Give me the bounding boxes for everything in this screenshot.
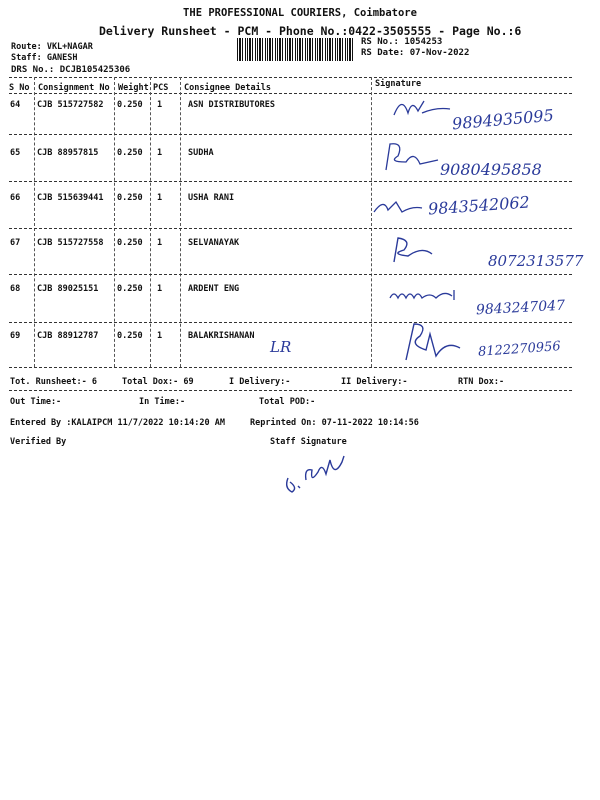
row-weight: 0.250 — [117, 148, 143, 158]
row-rule — [9, 274, 572, 275]
row-weight: 0.250 — [117, 284, 143, 294]
entered-by: Entered By :KALAIPCM 11/7/2022 10:14:20 AM — [10, 418, 225, 428]
row-pcs: 1 — [157, 331, 163, 341]
row-sno: 65 — [10, 148, 21, 158]
verified-by: Verified By — [10, 437, 67, 447]
route-label: Route: VKL+NAGAR — [11, 42, 93, 52]
col-sep — [180, 77, 181, 367]
row-sno: 69 — [10, 331, 21, 341]
signature-scribble — [386, 234, 434, 264]
reprinted-on: Reprinted On: 07-11-2022 10:14:56 — [250, 418, 419, 428]
row-consignee: ARDENT ENG — [188, 284, 240, 294]
col-sep — [150, 77, 151, 367]
handwritten-phone: 9894935095 — [451, 105, 555, 134]
row-weight: 0.250 — [117, 331, 143, 341]
handwritten-phone: 9080495858 — [440, 160, 542, 179]
row-pcs: 1 — [157, 148, 163, 158]
signature-scribble — [392, 95, 452, 125]
row-pcs: 1 — [157, 100, 163, 110]
table-bottom-rule — [9, 367, 572, 368]
table-top-rule — [9, 77, 572, 78]
handwritten-note: LR — [270, 338, 292, 356]
row-pcs: 1 — [157, 193, 163, 203]
row-consignee: ASN DISTRIBUTORES — [188, 100, 275, 110]
handwritten-phone: 9843247047 — [475, 297, 566, 319]
col-header-consignee: Consignee Details — [184, 83, 271, 93]
table-header-rule — [9, 93, 572, 94]
signature-scribble — [388, 286, 462, 306]
row-consignee: BALAKRISHANAN — [188, 331, 255, 341]
ii-delivery: II Delivery:- — [341, 377, 408, 387]
drs-number: DRS No.: DCJB105425306 — [11, 65, 131, 75]
row-rule — [9, 181, 572, 182]
row-rule — [9, 322, 572, 323]
col-header-signature: Signature — [375, 79, 422, 89]
handwritten-phone: 8072313577 — [488, 252, 584, 270]
row-pcs: 1 — [157, 284, 163, 294]
signature-scribble — [372, 196, 424, 218]
total-pod: Total POD:- — [259, 397, 316, 407]
row-sno: 68 — [10, 284, 21, 294]
col-header-pcs: PCS — [153, 83, 169, 93]
signature-scribble — [400, 320, 462, 362]
rs-date: RS Date: 07-Nov-2022 — [361, 48, 470, 58]
total-dox: Total Dox:- 69 — [122, 377, 194, 387]
col-header-consignment: Consignment No — [38, 83, 110, 93]
company-title: THE PROFESSIONAL COURIERS, Coimbatore — [183, 7, 417, 19]
row-pcs: 1 — [157, 238, 163, 248]
row-sno: 64 — [10, 100, 21, 110]
row-consignment: CJB 515639441 — [37, 193, 104, 203]
rs-number: RS No.: 1054253 — [361, 37, 443, 47]
row-consignee: SELVANAYAK — [188, 238, 240, 248]
row-rule — [9, 134, 572, 135]
handwritten-phone: 8122270956 — [477, 339, 562, 360]
staff-signature-scribble — [282, 448, 352, 496]
row-consignment: CJB 515727558 — [37, 238, 104, 248]
handwritten-phone: 9843542062 — [427, 192, 531, 219]
row-consignee: USHA RANI — [188, 193, 235, 203]
col-sep — [114, 77, 115, 367]
row-weight: 0.250 — [117, 100, 143, 110]
row-sno: 66 — [10, 193, 21, 203]
row-consignment: CJB 88957815 — [37, 148, 99, 158]
total-runsheet: Tot. Runsheet:- 6 — [10, 377, 97, 387]
row-rule — [9, 228, 572, 229]
runsheet-title: Delivery Runsheet - PCM - Phone No.:0422-3505555 - Page No.:6 — [99, 24, 522, 38]
row-sno: 67 — [10, 238, 21, 248]
row-weight: 0.250 — [117, 238, 143, 248]
row-consignment: CJB 88912787 — [37, 331, 99, 341]
row-consignment: CJB 515727582 — [37, 100, 104, 110]
col-sep — [34, 77, 35, 367]
i-delivery: I Delivery:- — [229, 377, 291, 387]
row-consignment: CJB 89025151 — [37, 284, 99, 294]
rtn-dox: RTN Dox:- — [458, 377, 505, 387]
row-consignee: SUDHA — [188, 148, 214, 158]
staff-label: Staff: GANESH — [11, 53, 78, 63]
col-header-sno: S No — [9, 83, 30, 93]
out-time: Out Time:- — [10, 397, 62, 407]
row-weight: 0.250 — [117, 193, 143, 203]
staff-signature-label: Staff Signature — [270, 437, 347, 447]
barcode — [237, 38, 355, 61]
totals-rule — [9, 390, 572, 391]
in-time: In Time:- — [139, 397, 186, 407]
col-header-weight: Weight — [118, 83, 149, 93]
col-sep — [371, 77, 372, 367]
signature-scribble — [380, 140, 440, 174]
